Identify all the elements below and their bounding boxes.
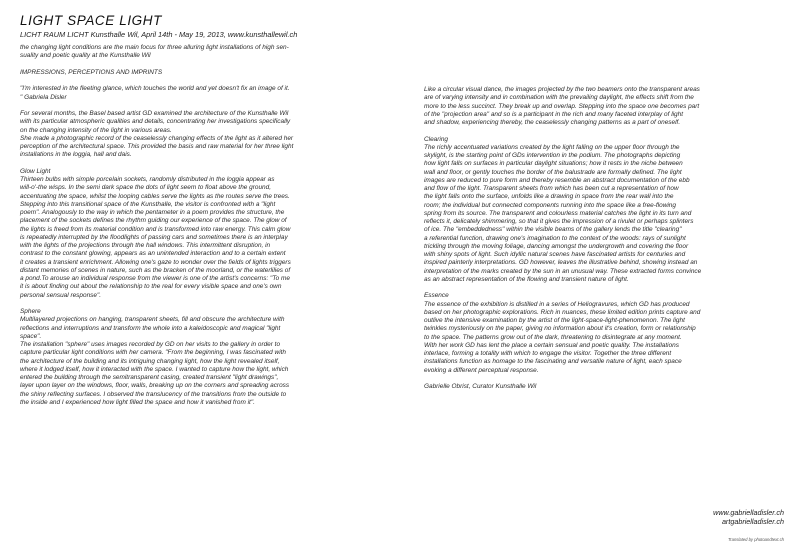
text-line: space".: [20, 332, 42, 340]
text-line: of the "projection area" and so is a participant in the rich and many faceted interplay of light: [424, 110, 684, 118]
paragraph-gap: [20, 300, 400, 308]
paragraph-gap: [20, 102, 400, 110]
text-line: based on her photographic explorations. Rich in nuances, these limited edition prints capture and: [424, 308, 701, 316]
text-line: are of varying intensity and in combination with the prevailing daylight, the effects shift from the: [424, 94, 694, 102]
translation-credit: Translated by photoandtext.ch: [727, 537, 784, 542]
text-line: on the changing intensity of the light in various areas.: [20, 126, 172, 134]
paragraph-gap: [424, 375, 784, 383]
text-line: to the space. The patterns grow out of the dark, threatening to disintegrate at any moment.: [424, 333, 682, 341]
text-line: Thirteen bulbs with simple porcelain sockets, randomly distributed in the loggia appear as: [20, 176, 275, 183]
text-line: capture particular light conditions with her camera. "From the beginning, I was fascinated with: [20, 349, 286, 357]
text-line: room; the individual but connected components running into the space like a free-flowing: [424, 201, 676, 209]
text-line: reflects it, delicately shimmering, so that it gives the impression of a rivulet or perhaps splinters: [424, 218, 694, 225]
text-line: a pond.To arouse an individual response from the viewer is one of the artist's concerns: "To me: [20, 275, 290, 282]
text-line: with the lights of the projections through the hall windows. This intermittent disruption, in: [20, 242, 271, 249]
text-line: with shiny spots of light. Such idyllic natural scenes have fascinated artists for centuries and: [424, 251, 686, 258]
text-line: of ice. The "embeddedness" within the visible beams of the gallery lends the title "clearing": [424, 226, 682, 234]
text-line: installations function as homage to the fascinating and versatile nature of light, each space: [424, 358, 682, 366]
text-line: Stepping into this transitional space of the Kunsthalle, the visitor is confronted with a "light: [20, 200, 276, 208]
text-line: layer upon layer on the windows, floor, walls, breaking up on the corners and spreading across: [20, 382, 290, 390]
text-line: trickling through the moving foliage, dancing amongst the undergrowth and covering the floor: [424, 242, 689, 250]
paragraph-gap: [20, 77, 400, 85]
text-line: Essence: [424, 292, 449, 300]
text-line: where it lodged itself, how it interacted with the space. I wanted to capture how the light, which: [20, 365, 289, 373]
text-line: For several months, the Basel based artist GD examined the architecture of the Kunsthalle Wil: [20, 110, 289, 117]
text-line: how light falls on surfaces in particular daylight situations; how it rests in the niche between: [424, 160, 683, 168]
text-line: spring from its source. The transparent and colourless material catches the light in its turn and: [424, 209, 692, 217]
text-line: the changing light conditions are the main focus for three alluring light installations of high sen-: [20, 44, 289, 51]
text-line: distant memories of scenes in nature, such as the bracken of the moorland, or the waterlilies of: [20, 266, 291, 274]
website-link-primary[interactable]: www.gabrielladisler.ch: [713, 508, 784, 517]
text-line: is repeatedly interrupted by the floodlights of passing cars and sometimes there is an interplay: [20, 233, 288, 241]
text-line: Like a circular visual dance, the images projected by the two beamers onto the transparent areas: [424, 86, 700, 93]
text-line: more to the less succinct. They break up and overlap. Stepping into the space one becomes part: [424, 102, 700, 110]
text-line: The essence of the exhibition is distilled in a series of Heliogravures, which GD has produced: [424, 300, 690, 308]
text-line: poem". Analogously to the way in which the pentameter in a poem provides the structure, the: [20, 209, 285, 216]
text-line: placement of the sockets defines the rhythm guiding our experience of the space. The glow of: [20, 217, 287, 225]
text-line: and shadow, experiencing thereby, the ceaselessly changing patterns as a part of oneself.: [424, 119, 681, 126]
text-line: With her work GD has lent the place a certain sensual and poetic quality. The installations: [424, 341, 679, 349]
text-line: skylight, is the starting point of GDs intervention in the podium. The photographs depicting: [424, 152, 681, 159]
text-line: the lights is freed from its material condition and is transformed into raw energy. This calm glow: [20, 225, 291, 233]
text-line: interpretation of the marks created by the sun in an unusual way. These extracted forms convince: [424, 267, 702, 275]
paragraph-gap: [424, 284, 784, 292]
text-line: The installation "sphere" uses images recorded by GD on her visits to the gallery in order to: [20, 341, 281, 348]
text-line: " Gabriela Disler: [20, 93, 67, 101]
text-line: and flow of the light. Transparent sheets from which has been cut a representation of how: [424, 185, 679, 192]
text-line: contrast to the constant glowing, appears as an unintended interaction and to a certain extent: [20, 250, 286, 258]
text-line: twinkles mysteriously on the paper, giving no information about it's creation, form or relationship: [424, 325, 696, 333]
text-line: the inside and I experienced how light filled the space and how it vanished from it".: [20, 398, 255, 406]
text-line: Multilayered projections on hanging, transparent sheets, fill and obscure the architecture with: [20, 316, 285, 324]
text-line: outlive the intensive examination by the artist of the light-space-light-phenomenon. The light: [424, 317, 685, 324]
right-text-column: [424, 86, 784, 391]
paragraph-gap: [20, 160, 400, 168]
text-line: Glow Light: [20, 167, 51, 175]
text-line: evoking a different perceptual response.: [424, 366, 539, 374]
text-line: installations in the loggia, hall and dais.: [20, 151, 132, 159]
text-line: Clearing: [424, 135, 448, 143]
text-line: The richly accentuated variations created by the light falling on the upper floor through the: [424, 143, 680, 151]
text-line: IMPRESSIONS, PERCEPTIONS AND IMPRINTS: [20, 68, 163, 76]
text-line: accentuating the space, whilst the looping cables serve the lights as the routes serve the trees.: [20, 192, 290, 200]
text-line: entered the building through the semitransparent casing, created transient "light drawings",: [20, 374, 279, 381]
text-line: "I'm interested in the fleeting glance, which touches the world and yet doesn't fix an image of it.: [20, 85, 290, 93]
text-line: the architecture of the building and its intriguing changing light, how the light revealed itself,: [20, 357, 280, 365]
text-line: personal sensual response".: [20, 291, 102, 299]
text-line: the shiny reflecting surfaces. I observed the translucency of the transitions from the outside to: [20, 390, 287, 398]
text-line: Gabrielle Obrist, Curator Kunsthalle Wil: [424, 383, 537, 390]
text-line: a referential function, drawing one's imagination to the context of the woods: rays of sunlight: [424, 234, 686, 242]
text-line: wall and floor, or gently touches the border of the balustrade are formally defined. The light: [424, 168, 682, 176]
text-line: interlace, forming a totality with which to engage the visitor. Together the three different: [424, 350, 672, 357]
text-line: Sphere: [20, 308, 41, 315]
text-line: the light falls onto the surface, unfolds like a drawing in space from the rear wall into the: [424, 193, 674, 201]
text-line: inspired painterly interpretations. GD however, leaves the illustrative behind, showing instead an: [424, 259, 698, 267]
left-text-column: [20, 44, 400, 407]
text-line: suality and poetic quality at the Kunsthalle Wil: [20, 52, 151, 60]
text-line: perception of the architectural space. This provided the basis and raw material for her three light: [20, 143, 294, 150]
text-line: will-o'-the wisps. In the semi dark space the dots of light seem to float above the ground,: [20, 184, 271, 192]
website-link-secondary[interactable]: artgabrielladisler.ch: [721, 517, 784, 526]
paragraph-gap: [424, 127, 784, 135]
text-line: She made a photographic record of the ceaselessly changing effects of the light as it altered her: [20, 134, 294, 142]
text-line: reflections and interruptions and transform the whole into a kaleidoscopic and magical "light: [20, 324, 281, 332]
page-title: LIGHT SPACE LIGHT: [20, 13, 162, 28]
text-line: it is about finding out about the relationship to the real for every visible space and one's own: [20, 283, 282, 291]
text-line: with its particular atmospheric qualities and details, concentrating her investigations specifically: [20, 118, 291, 126]
text-line: images are reduced to pure form and thereby resemble an abstract documentation of the ebb: [424, 176, 690, 184]
page-subtitle: LICHT RAUM LICHT Kunsthalle Wil, April 14th - May 19, 2013, www.kunsthallewil.ch: [20, 30, 298, 39]
text-line: as an abstract representation of the flowing and transient nature of light.: [424, 275, 629, 283]
text-line: it creates a transient enrichment. Allowing one's gaze to wonder over the fields of lights triggers: [20, 258, 291, 266]
paragraph-gap: [20, 61, 400, 69]
